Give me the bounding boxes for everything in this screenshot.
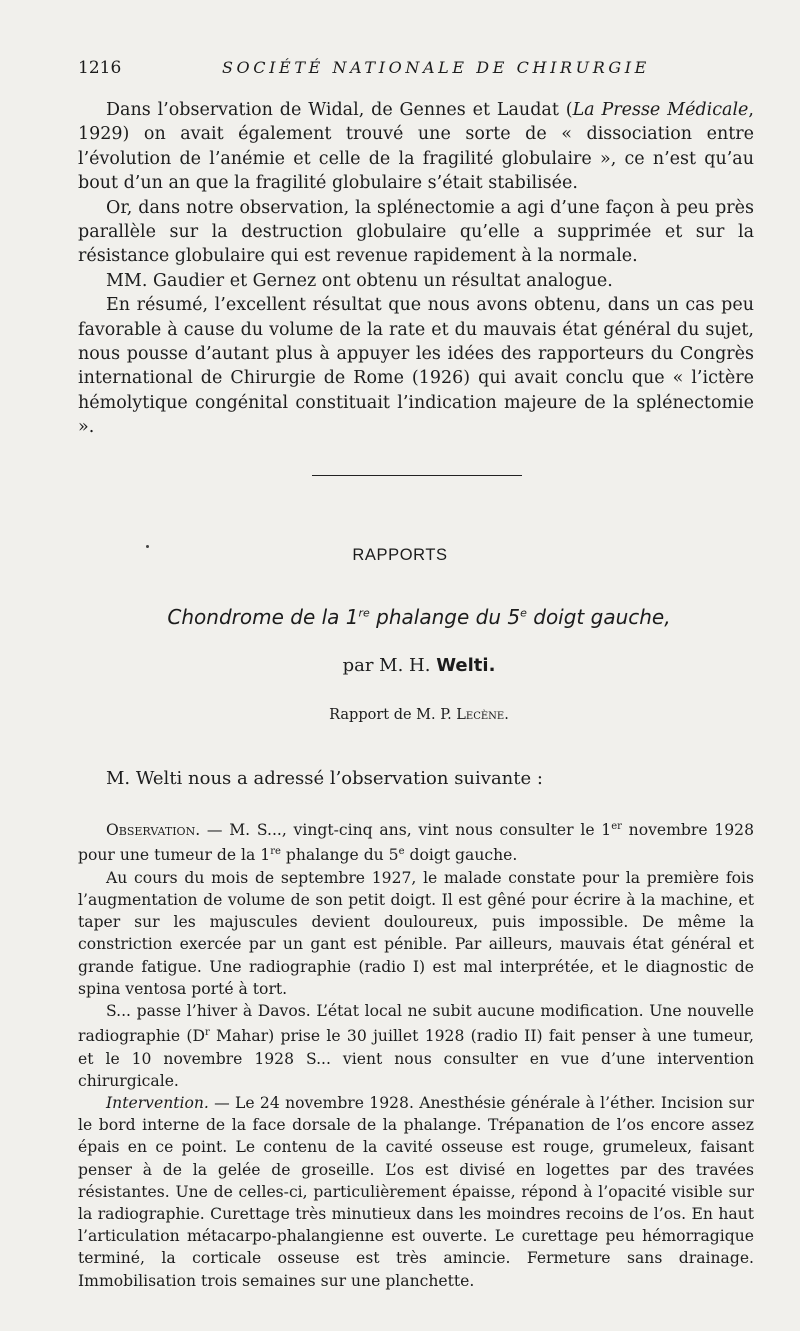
continued-text — [78, 98, 754, 440]
paragraph: Or, dans notre observation, la splénectomie a agi d’une façon à peu près parallèle sur la destruction globulaire qu’elle a supprimée et sur la résistance globulaire qui est revenue rapidement à la normale. — [78, 197, 754, 267]
section-divider — [312, 475, 522, 476]
article-title: Chondrome de la 1re phalange du 5e doigt gauche, — [167, 605, 671, 629]
paragraph: Dans l’observation de Widal, de Gennes et Laudat (La Presse Médicale, 1929) on avait également trouvé une sorte de « dissociation entre l’évolution de l’anémie et celle de la fragilité globulaire », ce n’est qu’au bout d’un an que la fragilité globulaire s’était stabilisée. — [78, 100, 754, 194]
journal-title: La Presse Médicale — [572, 100, 749, 120]
paragraph: Au cours du mois de septembre 1927, le malade constate pour la première fois l’augmentation de volume de son petit doigt. Il est gêné pour écrire à la machine, et taper sur les majuscules devient douloureux, puis impossible. De même la constriction exercée par un gant est pénible. Par ailleurs, mauvais état général et grande fatigue. Une radiographie (radio I) est mal interprétée, et le diagnostic de spina ventosa porté à tort. — [78, 868, 754, 998]
rapporteur-name: Lecène. — [456, 707, 509, 723]
page-header — [78, 58, 754, 82]
paragraph: En résumé, l’excellent résultat que nous avons obtenu, dans un cas peu favorable à cause du volume de la rate et du mauvais état général du sujet, nous pousse d’autant plus à appuyer les idées des rapporteurs du Congrès international de Chirurgie de Rome (1926) qui avait conclu que « l’ictère hémolytique congénital constituait l’indication majeure de la splénectomie ». — [78, 295, 754, 438]
paragraph: MM. Gaudier et Gernez ont obtenu un résultat analogue. — [106, 270, 613, 291]
rapporteur-line: Rapport de M. P. Lecène. — [329, 707, 509, 723]
running-title: SOCIÉTÉ NATIONALE DE CHIRURGIE — [222, 58, 650, 77]
observation-text — [78, 816, 754, 1292]
paragraph: Observation. — M. S..., vingt-cinq ans, vint nous consulter le 1er novembre 1928 pour une tumeur de la 1re phalange du 5e doigt gauche. — [78, 821, 754, 865]
page-number: 1216 — [78, 58, 122, 78]
article-author: par M. H. Welti. — [342, 655, 496, 676]
paragraph: S... passe l’hiver à Davos. L’état local ne subit aucune modification. Une nouvelle radiographie ($D^r$ Mahar) prise le 30 juillet 1928 (radio II) fait penser à une tumeur, et le 10 novembre 1928 S... vient nous consulter en vue d’une intervention chirurgicale. — [78, 1002, 754, 1090]
section-heading: RAPPORTS — [352, 546, 448, 564]
author-name: Welti. — [436, 655, 496, 676]
intervention-label: Intervention. — [106, 1094, 209, 1112]
observation-label: Observation. — [106, 821, 201, 840]
paragraph: Intervention. — Le 24 novembre 1928. Anesthésie générale à l’éther. Incision sur le bord interne de la face dorsale de la phalange. Trépanation de l’os encore assez épais en ce point. Le contenu de la cavité osseuse est rouge, grumeleux, faisant penser à de la gelée de groseille. L’os est divisé en logettes par des travées résistantes. Une de celles-ci, particulièrement épaisse, répond à l’opacité visible sur la radiographie. Curettage très minutieux dans les moindres recoins de l’os. En haut l’articulation métacarpo-phalangienne est ouverte. Le curettage peu hémorragique terminé, la corticale osseuse est très amincie. Fermeture sans drainage. Immobilisation trois semaines sur une planchette. — [78, 1094, 754, 1290]
intro-line: M. Welti nous a adressé l’observation suivante : — [106, 768, 543, 789]
